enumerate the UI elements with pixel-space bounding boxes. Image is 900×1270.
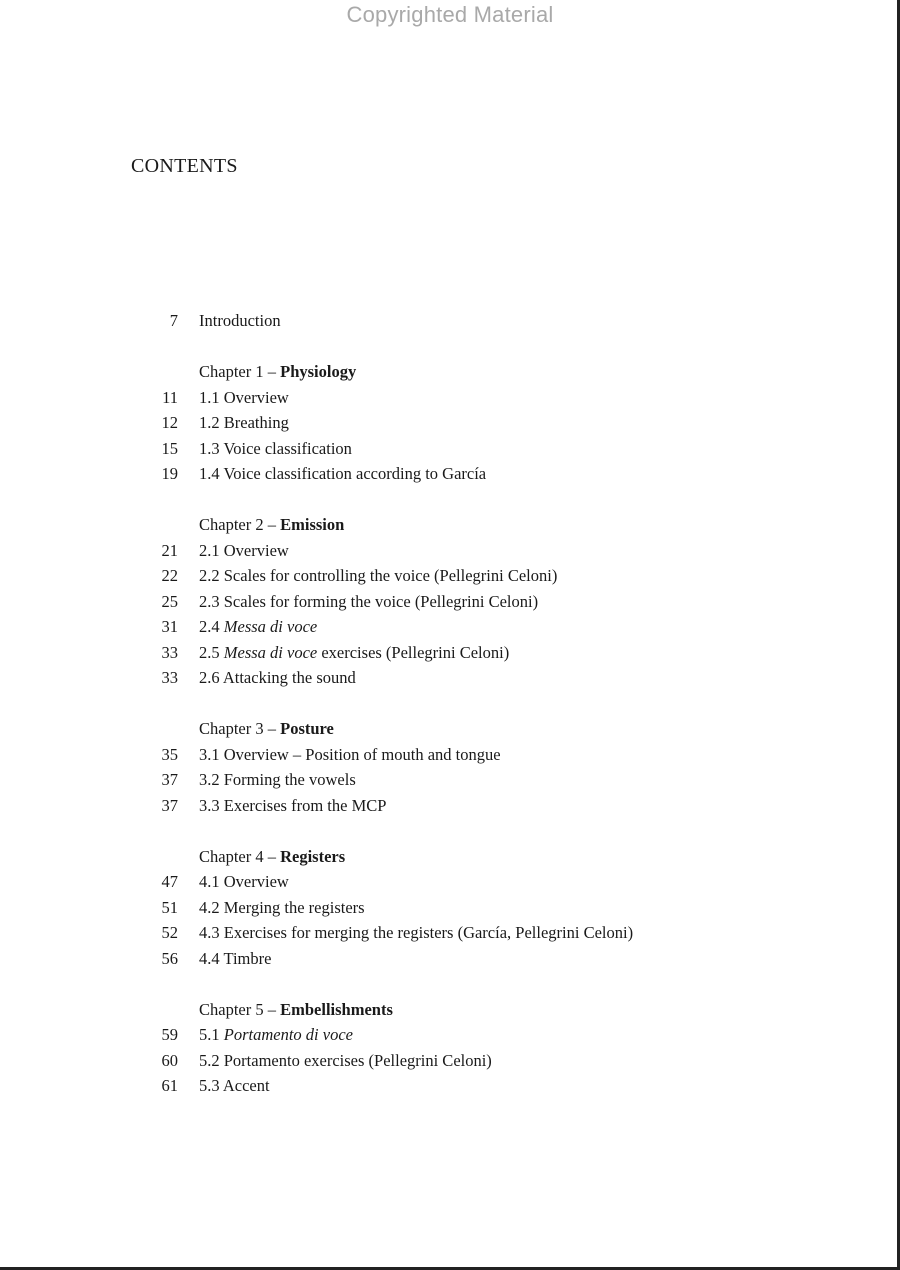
entry-title [199, 538, 289, 564]
section-title: Voice classification [223, 438, 352, 458]
entry-title [199, 946, 271, 972]
section-number: 4.3 [199, 923, 220, 942]
chapter-prefix: Chapter 3 – [199, 719, 281, 738]
page-number: 12 [161, 413, 178, 432]
page-number: 25 [161, 591, 178, 611]
toc-entry[interactable] [0, 665, 900, 691]
italic-term: Messa di voce [223, 617, 318, 636]
toc-entry[interactable] [0, 946, 900, 972]
entry-title [199, 665, 356, 691]
page-number: 61 [161, 1076, 178, 1095]
page-number: 21 [161, 540, 178, 560]
section-title: Accent [222, 1076, 270, 1095]
chapter-prefix: Chapter 5 – [199, 999, 281, 1019]
toc-entry[interactable] [0, 869, 900, 895]
section-title: Scales for forming the voice (Pellegrini Celoni) [223, 591, 539, 611]
page-number: 37 [161, 770, 178, 789]
toc-entry[interactable] [0, 793, 900, 819]
page-number: 33 [161, 668, 178, 687]
toc-entry[interactable] [0, 1073, 900, 1099]
section-number: 2.5 [199, 642, 220, 662]
chapter-heading-text [199, 844, 345, 870]
chapter-prefix: Chapter 2 – [199, 515, 281, 534]
section-title: Exercises for merging the registers (García, Pellegrini Celoni) [223, 923, 634, 942]
section-title: Breathing [223, 413, 289, 432]
entry-title [199, 436, 352, 462]
section-number: 3.2 [199, 770, 220, 789]
section-number: 1.1 [199, 387, 220, 407]
toc-entry[interactable] [0, 461, 900, 487]
section-number: 2.4 [199, 617, 220, 636]
toc-entry[interactable] [0, 742, 900, 768]
chapter-heading-text [199, 359, 356, 385]
section-number: 3.1 [199, 744, 220, 764]
page-number: 19 [161, 464, 178, 483]
page-number: 33 [161, 642, 178, 662]
entry-title [199, 767, 356, 793]
chapter-name: Physiology [280, 362, 357, 381]
section-title: Forming the vowels [223, 770, 356, 789]
page-title: CONTENTS [131, 155, 238, 177]
section-title: Overview [223, 872, 289, 891]
chapter-heading[interactable] [0, 359, 900, 385]
entry-title [199, 869, 289, 895]
entry-title [199, 614, 317, 640]
toc-entry[interactable] [0, 410, 900, 436]
page-number: 15 [161, 438, 178, 458]
chapter-heading[interactable] [0, 512, 900, 538]
page-number: 7 [169, 311, 178, 330]
chapter-name: Registers [280, 846, 346, 866]
entry-title [199, 461, 486, 487]
section-number: 2.6 [199, 668, 220, 687]
section-title: Exercises from the MCP [223, 795, 387, 815]
toc-entry[interactable] [0, 895, 900, 921]
entry-title [199, 589, 538, 615]
section-number: 2.2 [199, 566, 220, 585]
page-number: 35 [161, 744, 178, 764]
chapter-heading-text [199, 997, 393, 1023]
section-spacer [0, 487, 900, 513]
section-title: Voice classification according to García [223, 464, 487, 483]
chapter-prefix: Chapter 4 – [199, 846, 281, 866]
page-number: 22 [161, 566, 178, 585]
section-number: 2.3 [199, 591, 220, 611]
section-number: 5.1 [199, 1025, 220, 1044]
page-number: 47 [161, 872, 178, 891]
entry-title [199, 895, 365, 921]
toc-entry[interactable] [0, 767, 900, 793]
section-number: 2.1 [199, 540, 220, 560]
section-spacer [0, 818, 900, 844]
entry-title: Introduction [199, 311, 281, 330]
section-number: 4.4 [199, 948, 220, 968]
entry-title [199, 1073, 270, 1099]
section-title: Attacking the sound [222, 668, 356, 687]
section-number: 5.3 [199, 1076, 220, 1095]
chapter-heading-text [199, 716, 334, 742]
section-number: 3.3 [199, 795, 220, 815]
chapter-name: Emission [280, 515, 345, 534]
chapter-heading[interactable] [0, 997, 900, 1023]
entry-title [199, 742, 501, 768]
page-number: 52 [161, 923, 178, 942]
page-number: 60 [161, 1050, 178, 1070]
section-spacer [0, 691, 900, 717]
section-spacer [0, 971, 900, 997]
chapter-name: Posture [280, 719, 334, 738]
chapter-name: Embellishments [280, 999, 393, 1019]
italic-term: Portamento di voce [223, 1025, 353, 1044]
toc-entry[interactable] [0, 920, 900, 946]
entry-title [199, 640, 509, 666]
toc-entry[interactable] [0, 385, 900, 411]
chapter-prefix: Chapter 1 – [199, 362, 281, 381]
toc-entry[interactable] [0, 538, 900, 564]
toc-entry[interactable] [0, 436, 900, 462]
italic-term: Messa di voce [223, 642, 318, 662]
entry-title [199, 920, 633, 946]
section-title: Merging the registers [223, 897, 365, 917]
entry-title [199, 1022, 353, 1048]
section-title: Overview – Position of mouth and tongue [223, 744, 501, 764]
page-number: 56 [161, 948, 178, 968]
entry-title [199, 793, 386, 819]
entry-title [199, 385, 289, 411]
entry-title [199, 410, 289, 436]
page-number: 59 [161, 1025, 178, 1044]
section-title: exercises (Pellegrini Celoni) [321, 642, 510, 662]
toc-entry-introduction[interactable] [0, 308, 900, 334]
page-number: 51 [161, 897, 178, 917]
entry-title [199, 563, 557, 589]
chapter-heading[interactable] [0, 844, 900, 870]
chapters-list [0, 334, 900, 1099]
section-number: 4.2 [199, 897, 220, 917]
section-title: Timbre [223, 948, 272, 968]
section-spacer [0, 334, 900, 360]
page-number: 31 [161, 617, 178, 636]
section-number: 1.2 [199, 413, 220, 432]
section-title: Overview [223, 540, 289, 560]
toc-entry[interactable] [0, 1048, 900, 1074]
section-title: Portamento exercises (Pellegrini Celoni) [223, 1050, 492, 1070]
chapter-heading[interactable] [0, 716, 900, 742]
toc-entry[interactable] [0, 563, 900, 589]
toc-entry[interactable] [0, 589, 900, 615]
copyright-watermark: Copyrighted Material [346, 2, 554, 27]
toc-entry[interactable] [0, 614, 900, 640]
section-title: Scales for controlling the voice (Pellegrini Celoni) [223, 566, 558, 585]
section-number: 5.2 [199, 1050, 220, 1070]
section-number: 1.4 [199, 464, 220, 483]
section-title: Overview [223, 387, 289, 407]
chapter-heading-text [199, 512, 344, 538]
section-number: 4.1 [199, 872, 220, 891]
page-number: 37 [161, 795, 178, 815]
entry-title [199, 1048, 492, 1074]
page-number: 11 [162, 387, 178, 407]
table-of-contents [0, 308, 900, 1099]
section-number: 1.3 [199, 438, 220, 458]
toc-entry[interactable] [0, 1022, 900, 1048]
toc-entry[interactable] [0, 640, 900, 666]
